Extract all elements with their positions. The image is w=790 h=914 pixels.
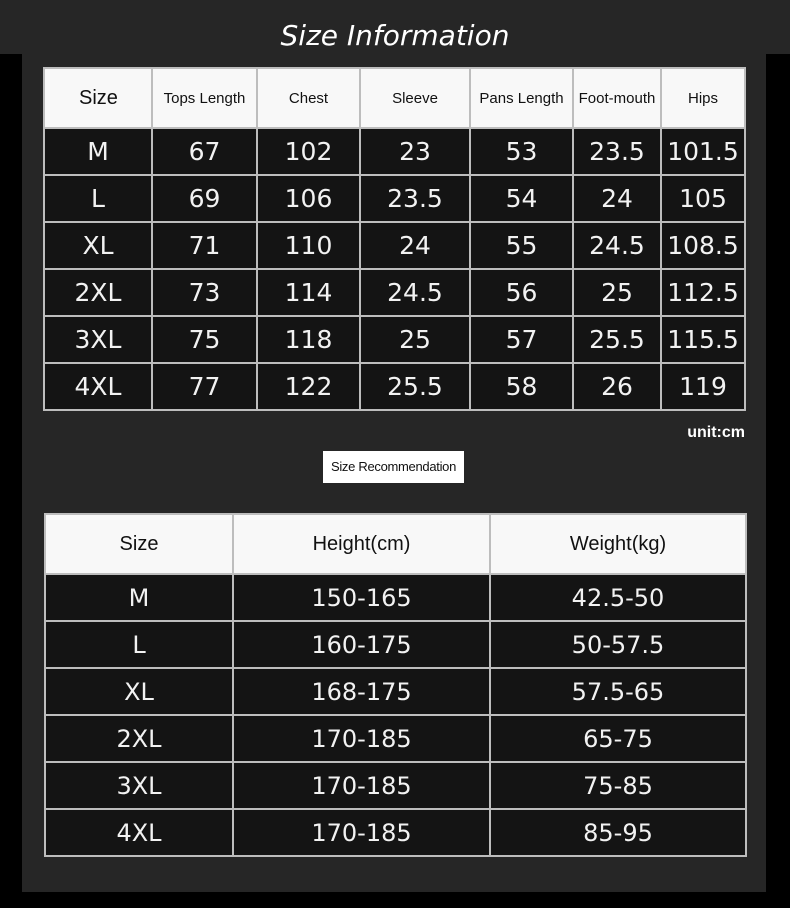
table-row bbox=[44, 363, 745, 410]
table-cell: 75 bbox=[152, 316, 257, 363]
table-cell: 85-95 bbox=[490, 809, 746, 856]
table-cell: 25 bbox=[573, 269, 661, 316]
table-cell: 119 bbox=[661, 363, 745, 410]
column-header: Chest bbox=[257, 68, 360, 128]
table-cell: 73 bbox=[152, 269, 257, 316]
table-cell: 23.5 bbox=[360, 175, 470, 222]
table-cell: 168-175 bbox=[233, 668, 490, 715]
table-row bbox=[45, 809, 746, 856]
table-cell: 24 bbox=[360, 222, 470, 269]
table-cell: M bbox=[44, 128, 152, 175]
table-row bbox=[44, 269, 745, 316]
column-header: Height(cm) bbox=[233, 514, 490, 574]
table-cell: 58 bbox=[470, 363, 573, 410]
table-cell: 4XL bbox=[45, 809, 233, 856]
column-header: Size bbox=[45, 514, 233, 574]
table-cell: 25.5 bbox=[360, 363, 470, 410]
table-row bbox=[45, 715, 746, 762]
column-header: Size bbox=[44, 68, 152, 128]
table-row bbox=[44, 222, 745, 269]
table-cell: 24 bbox=[573, 175, 661, 222]
table-cell: 67 bbox=[152, 128, 257, 175]
table-row bbox=[44, 128, 745, 175]
table-cell: 118 bbox=[257, 316, 360, 363]
table-cell: 115.5 bbox=[661, 316, 745, 363]
column-header: Foot-mouth bbox=[573, 68, 661, 128]
column-header: Hips bbox=[661, 68, 745, 128]
table-cell: 101.5 bbox=[661, 128, 745, 175]
table-row bbox=[45, 668, 746, 715]
table-cell: 105 bbox=[661, 175, 745, 222]
size-recommendation-label: Size Recommendation bbox=[323, 451, 464, 483]
table-cell: 102 bbox=[257, 128, 360, 175]
table-row bbox=[44, 316, 745, 363]
table-header-row bbox=[45, 514, 746, 574]
column-header: Sleeve bbox=[360, 68, 470, 128]
table-cell: 3XL bbox=[44, 316, 152, 363]
table-cell: 57 bbox=[470, 316, 573, 363]
table-cell: 23.5 bbox=[573, 128, 661, 175]
table-cell: 160-175 bbox=[233, 621, 490, 668]
table-cell: 69 bbox=[152, 175, 257, 222]
table-cell: 25 bbox=[360, 316, 470, 363]
page-title: Size Information bbox=[280, 19, 510, 52]
table-cell: 170-185 bbox=[233, 809, 490, 856]
table-cell: 23 bbox=[360, 128, 470, 175]
table-row bbox=[45, 762, 746, 809]
table-cell: 26 bbox=[573, 363, 661, 410]
column-header: Pans Length bbox=[470, 68, 573, 128]
unit-label: unit:cm bbox=[687, 424, 745, 441]
table-cell: 50-57.5 bbox=[490, 621, 746, 668]
table-cell: 106 bbox=[257, 175, 360, 222]
table-cell: 2XL bbox=[44, 269, 152, 316]
table-row bbox=[45, 621, 746, 668]
bottom-border bbox=[0, 908, 790, 914]
table-cell: M bbox=[45, 574, 233, 621]
table-cell: L bbox=[44, 175, 152, 222]
size-information-table bbox=[43, 67, 746, 411]
table-cell: 77 bbox=[152, 363, 257, 410]
table-cell: 112.5 bbox=[661, 269, 745, 316]
table-cell: 24.5 bbox=[360, 269, 470, 316]
table-header-row bbox=[44, 68, 745, 128]
table-row bbox=[44, 175, 745, 222]
table-cell: 25.5 bbox=[573, 316, 661, 363]
table-cell: 42.5-50 bbox=[490, 574, 746, 621]
table-cell: 57.5-65 bbox=[490, 668, 746, 715]
table-cell: 170-185 bbox=[233, 762, 490, 809]
table-cell: 114 bbox=[257, 269, 360, 316]
table-cell: 65-75 bbox=[490, 715, 746, 762]
table-cell: XL bbox=[45, 668, 233, 715]
table-cell: L bbox=[45, 621, 233, 668]
table-cell: 54 bbox=[470, 175, 573, 222]
table-row bbox=[45, 574, 746, 621]
table-cell: 170-185 bbox=[233, 715, 490, 762]
table-cell: 3XL bbox=[45, 762, 233, 809]
table-cell: 53 bbox=[470, 128, 573, 175]
table-cell: 122 bbox=[257, 363, 360, 410]
table-cell: 75-85 bbox=[490, 762, 746, 809]
table-cell: 71 bbox=[152, 222, 257, 269]
table-cell: 24.5 bbox=[573, 222, 661, 269]
column-header: Tops Length bbox=[152, 68, 257, 128]
table-cell: 4XL bbox=[44, 363, 152, 410]
table-cell: 110 bbox=[257, 222, 360, 269]
table-cell: XL bbox=[44, 222, 152, 269]
table-cell: 2XL bbox=[45, 715, 233, 762]
size-recommendation-table bbox=[44, 513, 747, 857]
table-cell: 108.5 bbox=[661, 222, 745, 269]
table-cell: 55 bbox=[470, 222, 573, 269]
table-cell: 150-165 bbox=[233, 574, 490, 621]
column-header: Weight(kg) bbox=[490, 514, 746, 574]
table-cell: 56 bbox=[470, 269, 573, 316]
